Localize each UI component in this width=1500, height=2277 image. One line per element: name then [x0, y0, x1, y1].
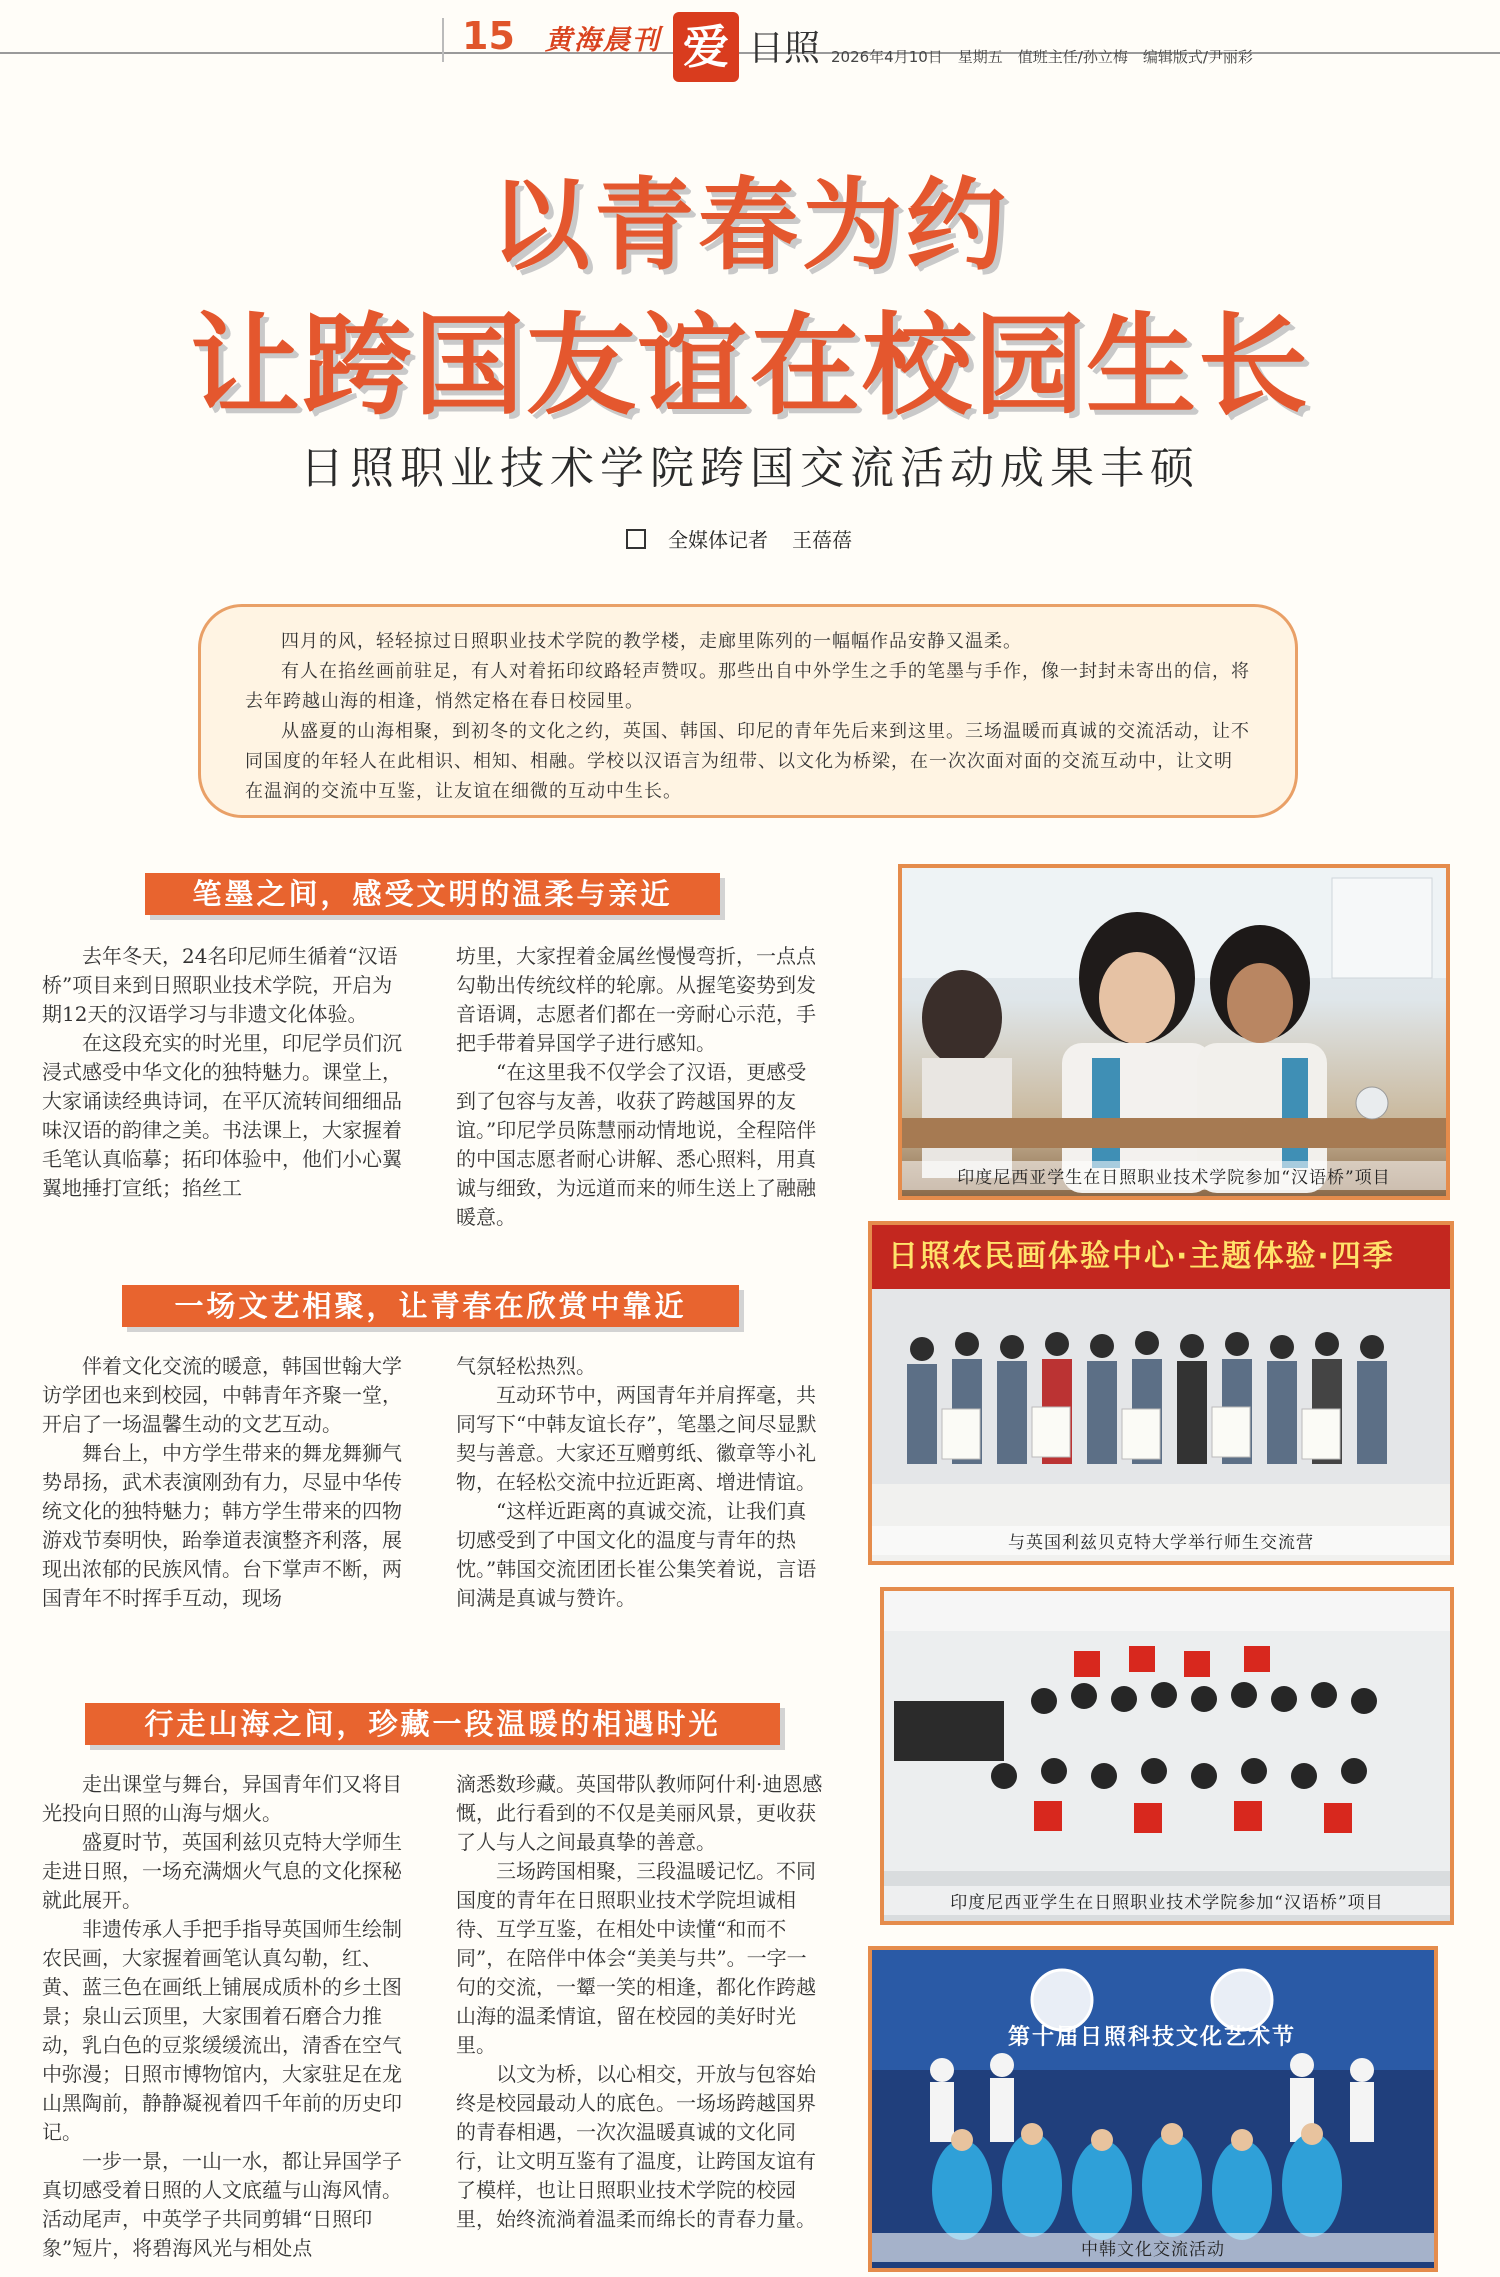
- paragraph: 坊里，大家捏着金属丝慢慢弯折，一点点勾勒出传统纹样的轮廓。从握笔姿势到发音语调，志愿者们都在一旁耐心示范，手把手带着异国学子进行感知。: [456, 944, 816, 1055]
- photo-caption: 印度尼西亚学生在日照职业技术学院参加“汉语桥”项目: [884, 1886, 1450, 1915]
- section-2-column-2: [456, 1352, 826, 1613]
- photo-illustration: [872, 1950, 1434, 2268]
- intro-paragraph: 四月的风，轻轻掠过日照职业技术学院的教学楼，走廊里陈列的一幅幅作品安静又温柔。: [281, 631, 1022, 652]
- paragraph: “在这里我不仅学会了汉语，更感受到了包容与友善，收获了跨越国界的友谊。”印尼学员陈慧丽动情地说，全程陪伴的中国志愿者耐心讲解、悉心照料，用真诚与细致，为远道而来的师生送上了融融暖意。: [456, 1060, 817, 1229]
- headline-line-2: 让跨国友谊在校园生长: [190, 302, 1310, 430]
- intro-paragraph: 从盛夏的山海相聚，到初冬的文化之约，英国、韩国、印尼的青年先后来到这里。三场温暖而真诚的交流活动，让不同国度的年轻人在此相识、相知、相融。学校以汉语言为纽带、以文化为桥梁，在一次次面对面的交流互动中，让文明在温润的交流中互鉴，让友谊在细微的互动中生长。: [245, 721, 1250, 802]
- paragraph: 一步一景，一山一水，都让异国学子真切感受着日照的人文底蕴与山海风情。活动尾声，中英学子共同剪辑“日照印象”短片，将碧海风光与相处点: [42, 2149, 402, 2260]
- byline-role: 全媒体记者: [668, 528, 768, 552]
- section-heading-3: 行走山海之间，珍藏一段温暖的相遇时光: [85, 1703, 780, 1745]
- photo-banner: 日照农民画体验中心·主题体验·四季: [872, 1225, 1454, 1289]
- page-number: 15: [462, 14, 515, 58]
- photo-banner: 第十届日照科技文化艺术节: [1007, 2025, 1296, 2050]
- headline-line-1: 以青春为约: [490, 167, 1010, 284]
- paragraph: 在这段充实的时光里，印尼学员们沉浸式感受中华文化的独特魅力。课堂上，大家诵读经典诗词，在平仄流转间细细品味汉语的韵律之美。书法课上，大家握着毛笔认真临摹；拓印体验中，他们小心翼翼地捶打宣纸；掐丝工: [42, 1031, 402, 1200]
- section-logo: 爱: [673, 12, 739, 82]
- photo-caption: 中韩文化交流活动: [872, 2233, 1434, 2262]
- section-heading-2: 一场文艺相聚，让青春在欣赏中靠近: [122, 1285, 739, 1327]
- byline-name: 王蓓蓓: [792, 528, 852, 552]
- photo-performance: [868, 1946, 1438, 2272]
- section-2-column-1: [42, 1352, 412, 1613]
- paragraph: 以文为桥，以心相交，开放与包容始终是校园最动人的底色。一场场跨越国界的青春相遇，一次次温暖真诚的文化同行，让文明互鉴有了温度，让跨国友谊有了模样，也让日照职业技术学院的校园里，始终流淌着温柔而绵长的青春力量。: [456, 2062, 816, 2231]
- photo-caption: 印度尼西亚学生在日照职业技术学院参加“汉语桥”项目: [902, 1161, 1446, 1190]
- newspaper-brand: 黄海晨刊: [545, 25, 661, 56]
- paragraph: 伴着文化交流的暖意，韩国世翰大学访学团也来到校园，中韩青年齐聚一堂，开启了一场温馨生动的文艺互动。: [42, 1354, 402, 1436]
- photo-caption: 与英国利兹贝克特大学举行师生交流营: [872, 1526, 1450, 1555]
- byline-square-icon: [626, 529, 646, 549]
- photo-farmer-painting: [868, 1221, 1454, 1565]
- paragraph: 气氛轻松热烈。: [456, 1354, 596, 1378]
- section-1-column-1: [42, 942, 412, 1203]
- intro-paragraph: 有人在掐丝画前驻足，有人对着拓印纹路轻声赞叹。那些出自中外学生之手的笔墨与手作，像一封封未寄出的信，将去年跨越山海的相逢，悄然定格在春日校园里。: [245, 661, 1250, 712]
- photo-illustration: [872, 1289, 1450, 1561]
- paragraph: 非遗传承人手把手指导英国师生绘制农民画，大家握着画笔认真勾勒，红、黄、蓝三色在画纸上铺展成质朴的乡土图景；泉山云顶里，大家围着石磨合力推动，乳白色的豆浆缓缓流出，清香在空气中弥漫；日照市博物馆内，大家驻足在龙山黑陶前，静静凝视着四千年前的历史印记。: [42, 1917, 402, 2144]
- paragraph: 互动环节中，两国青年并肩挥毫，共同写下“中韩友谊长存”，笔墨之间尽显默契与善意。大家还互赠剪纸、徽章等小礼物，在轻松交流中拉近距离、增进情谊。: [456, 1383, 817, 1494]
- issue-meta: 2026年4月10日 星期五 值班主任/孙立梅 编辑版式/尹丽彩: [831, 48, 1253, 66]
- photo-group-calligraphy: [880, 1587, 1454, 1925]
- photo-illustration: [884, 1591, 1450, 1921]
- photo-tea-ceremony: [898, 864, 1450, 1200]
- photo-illustration: [902, 868, 1446, 1196]
- section-heading-1: 笔墨之间，感受文明的温柔与亲近: [145, 873, 720, 915]
- header-separator: [442, 18, 444, 62]
- paragraph: 盛夏时节，英国利兹贝克特大学师生走进日照，一场充满烟火气息的文化探秘就此展开。: [42, 1830, 402, 1912]
- paragraph: 三场跨国相聚，三段温暖记忆。不同国度的青年在日照职业技术学院坦诚相待、互学互鉴，在相处中读懂“和而不同”，在陪伴中体会“美美与共”。一字一句的交流，一颦一笑的相逢，都化作跨越山海的温柔情谊，留在校园的美好时光里。: [456, 1859, 816, 2057]
- paragraph: “这样近距离的真诚交流，让我们真切感受到了中国文化的温度与青年的热忱。”韩国交流团团长崔公集笑着说，言语间满是真诚与赞许。: [456, 1499, 817, 1610]
- intro-box: [198, 604, 1298, 818]
- paragraph: 舞台上，中方学生带来的舞龙舞狮气势昂扬，武术表演刚劲有力，尽显中华传统文化的独特魅力；韩方学生带来的四物游戏节奏明快，跆拳道表演整齐利落，展现出浓郁的民族风情。台下掌声不断，两国青年不时挥手互动，现场: [42, 1441, 402, 1610]
- section-3-column-2: [456, 1770, 826, 2234]
- section-1-column-2: [456, 942, 826, 1232]
- section-3-column-1: [42, 1770, 412, 2263]
- paragraph: 去年冬天，24名印尼师生循着“汉语桥”项目来到日照职业技术学院，开启为期12天的汉语学习与非遗文化体验。: [42, 944, 398, 1026]
- subheadline: 日照职业技术学院跨国交流活动成果丰硕: [300, 443, 1200, 494]
- section-name: 日照: [748, 28, 821, 69]
- paragraph: 走出课堂与舞台，异国青年们又将目光投向日照的山海与烟火。: [42, 1772, 402, 1825]
- byline: [626, 524, 852, 553]
- paragraph: 滴悉数珍藏。英国带队教师阿什利·迪恩感慨，此行看到的不仅是美丽风景，更收获了人与人之间最真挚的善意。: [456, 1772, 823, 1854]
